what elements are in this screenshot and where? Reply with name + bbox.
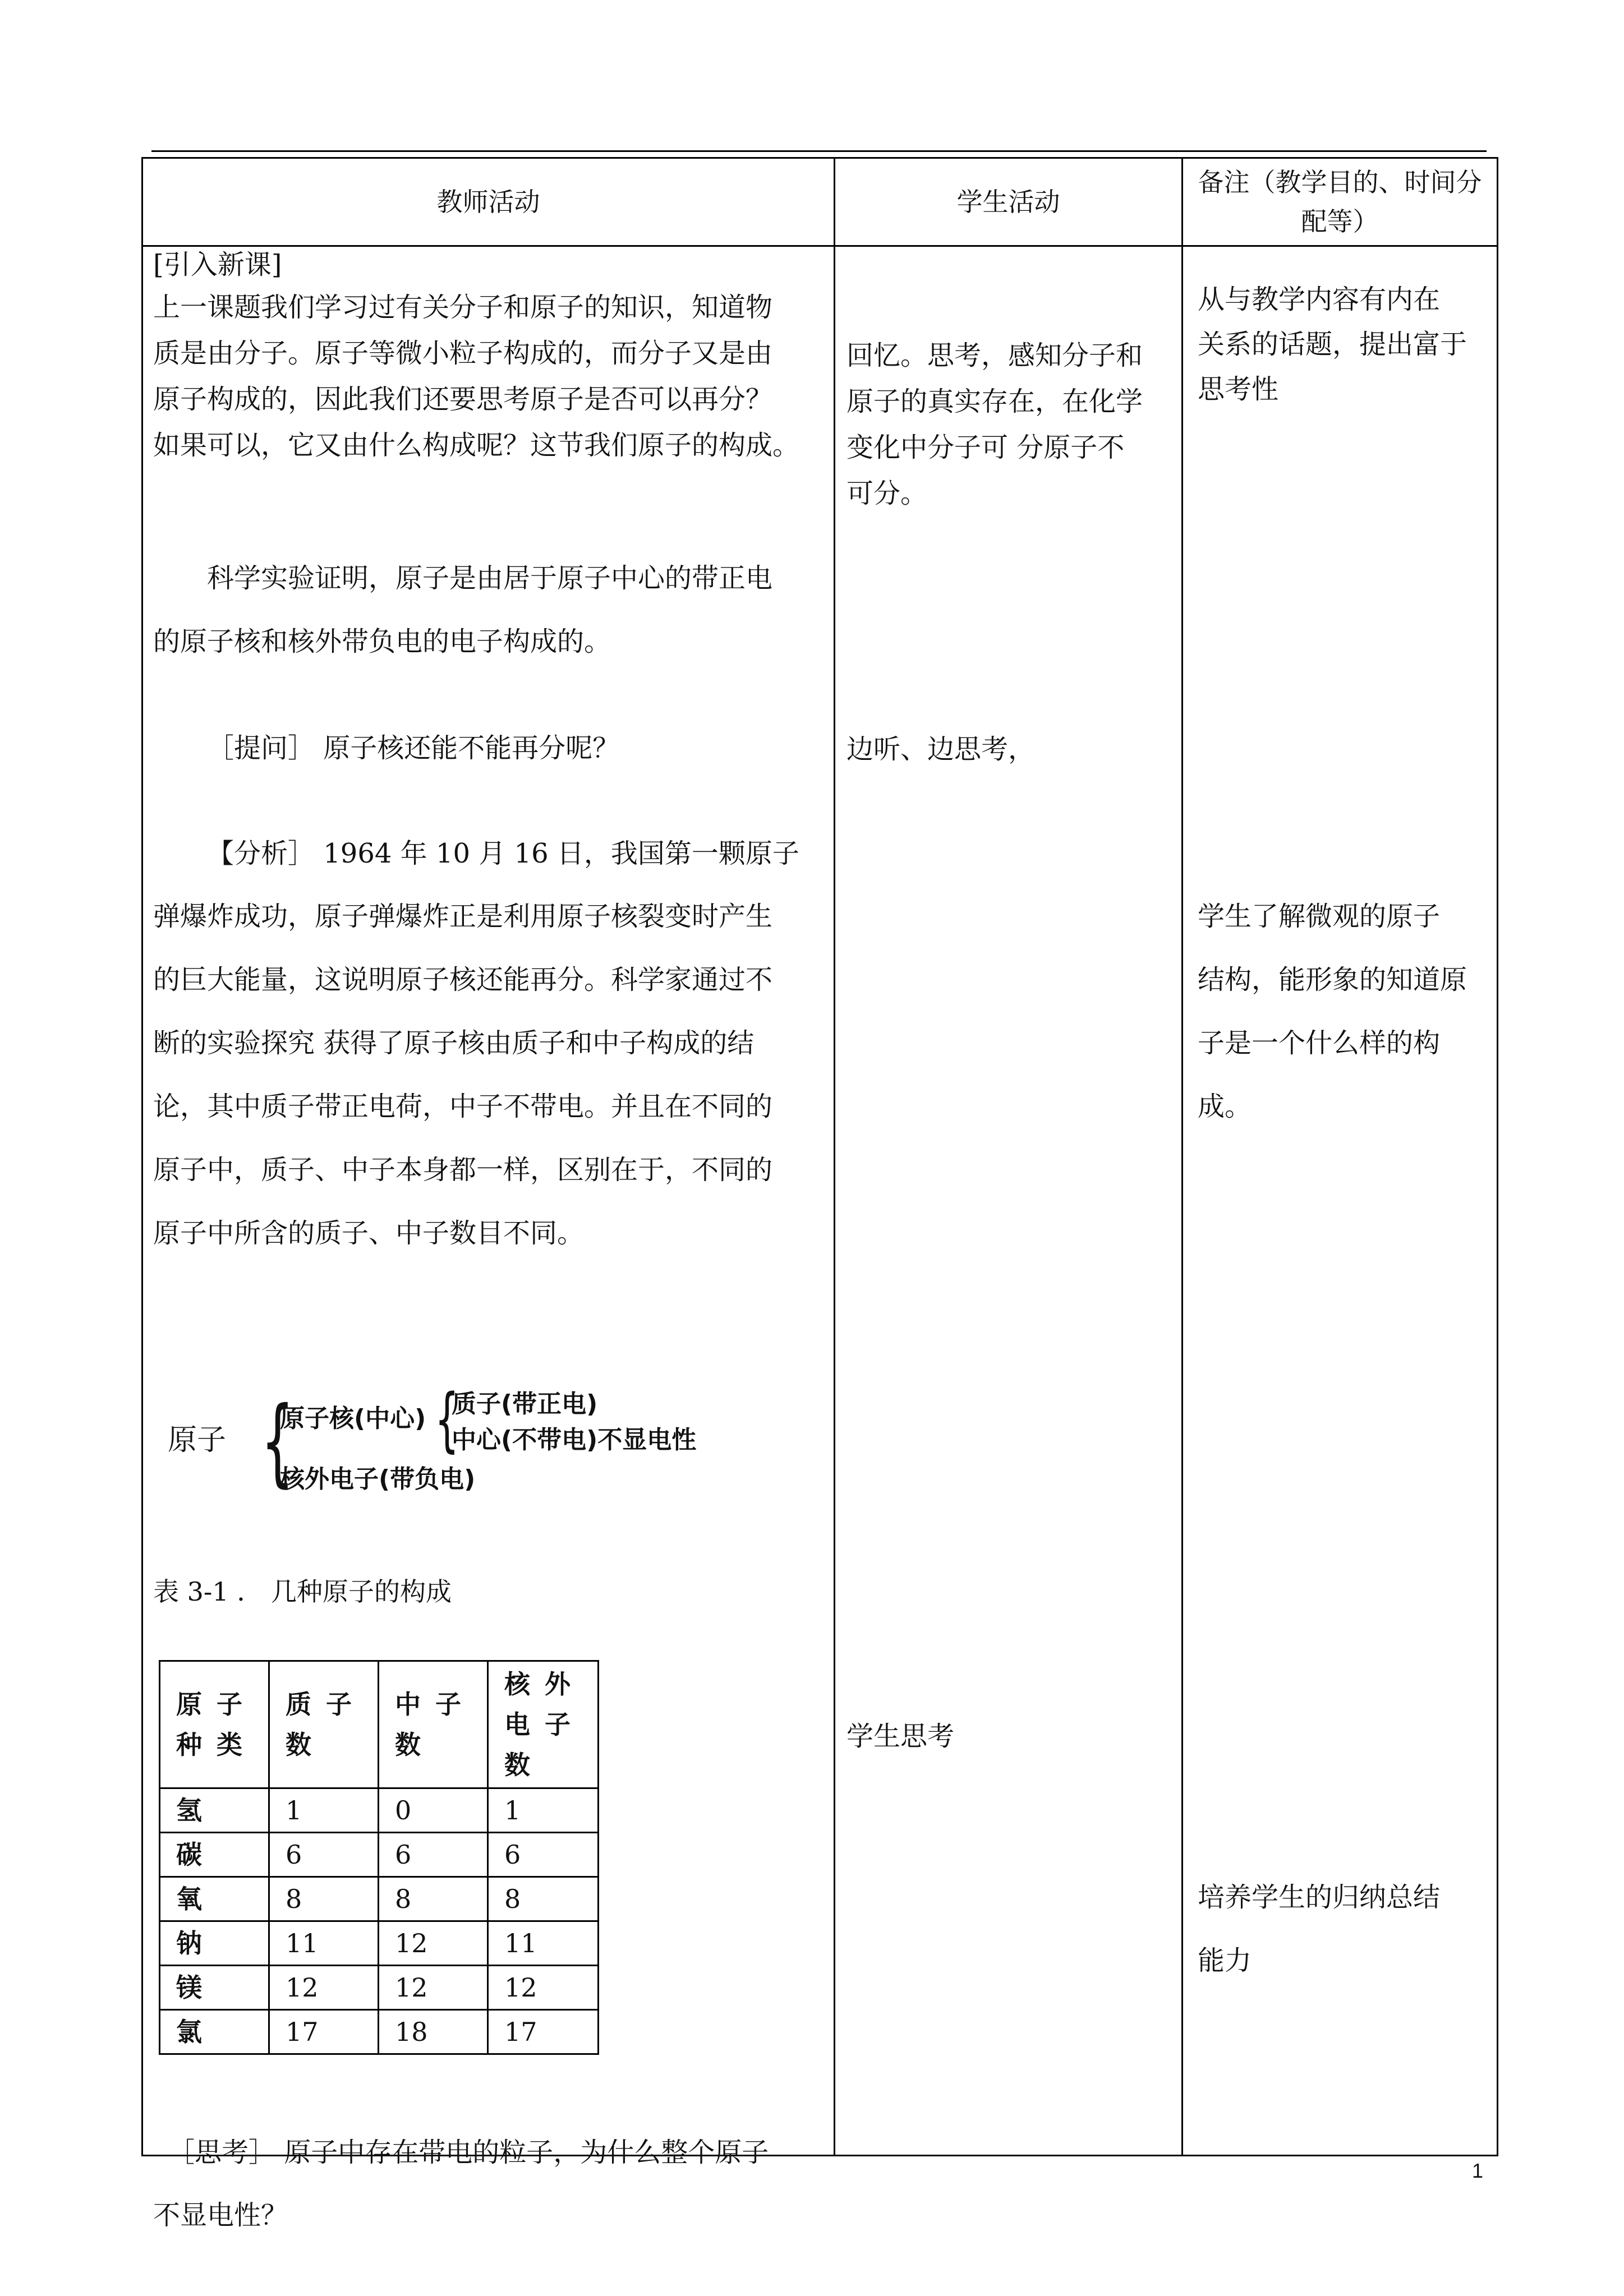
note-line: 思考性 <box>1198 374 1279 405</box>
analysis-line: 原子中，质子、中子本身都一样，区别在于，不同的 <box>153 1154 773 1186</box>
student-column <box>835 246 1183 2156</box>
outer-brace-icon: { <box>261 1386 295 1497</box>
analysis-line: 断的实验探究 获得了原子核由质子和中子构成的结 <box>153 1027 755 1059</box>
intro-line: 如果可以，它又由什么构成呢？这节我们原子的构成。 <box>153 430 800 461</box>
value-cell: 8 <box>379 1877 488 1921</box>
intro-line: 原子构成的，因此我们还要思考原子是否可以再分？ <box>153 384 773 415</box>
value-cell: 18 <box>379 2010 488 2054</box>
intro-heading: [引入新课] <box>153 249 282 280</box>
neutron-label: 中心(不带电)不显电性 <box>452 1426 697 1454</box>
value-cell: 17 <box>269 2010 379 2054</box>
analysis-line: 弹爆炸成功，原子弹爆炸正是利用原子核裂变时产生 <box>153 901 773 932</box>
lesson-plan-table <box>141 157 1498 2231</box>
value-cell: 1 <box>269 1788 379 1833</box>
note-line: 关系的话题，提出富于 <box>1198 329 1467 360</box>
note-column <box>1183 246 1498 2156</box>
analysis-line: 论，其中质子带正电荷，中子不带电。并且在不同的 <box>153 1091 773 1122</box>
recall-line: 变化中分子可 分原子不 <box>846 432 1125 463</box>
note-line: 培养学生的归纳总结 <box>1198 1882 1441 1913</box>
table-row <box>160 1966 599 2010</box>
table-header-row <box>160 1661 599 1788</box>
element-cell: 碳 <box>160 1833 269 1877</box>
table-row <box>160 2010 599 2054</box>
recall-line: 原子的真实存在，在化学 <box>846 386 1143 417</box>
note-line: 从与教学内容有内在 <box>1198 284 1441 315</box>
header-note <box>1183 158 1498 246</box>
value-cell: 1 <box>488 1788 599 1833</box>
experiment-line: 的原子核和核外带负电的电子构成的。 <box>153 626 611 657</box>
teacher-column <box>142 246 835 2231</box>
value-cell: 12 <box>379 1921 488 1966</box>
header-student-label: 学生活动 <box>956 187 1060 217</box>
top-rule <box>151 150 1487 152</box>
value-cell: 11 <box>488 1921 599 1966</box>
atom-label: 原子 <box>168 1423 227 1457</box>
table-header-cell: 中子数 <box>379 1661 488 1788</box>
nucleus-label: 原子核(中心) <box>280 1404 426 1433</box>
analysis-line: 原子中所含的质子、中子数目不同。 <box>153 1218 585 1249</box>
value-cell: 12 <box>379 1966 488 2010</box>
value-cell: 6 <box>488 1833 599 1877</box>
header-student <box>835 158 1183 246</box>
value-cell: 12 <box>488 1966 599 2010</box>
atom-composition-table <box>159 1660 599 2055</box>
think-line: ［思考］ 原子中存在带电的粒子，为什么整个原子 <box>168 2137 769 2168</box>
table-row <box>160 1877 599 1921</box>
question-text: ［提问］ 原子核还能不能再分呢？ <box>207 732 620 764</box>
table-header-cell: 核外电子数 <box>488 1661 599 1788</box>
value-cell: 0 <box>379 1788 488 1833</box>
analysis-line: 【分析］ 1964 年 10 月 16 日，我国第一颗原子 <box>207 838 799 869</box>
recall-line: 回忆。思考，感知分子和 <box>846 340 1143 371</box>
intro-line: 上一课题我们学习过有关分子和原子的知识，知道物 <box>153 292 773 323</box>
electron-label: 核外电子(带负电) <box>280 1465 476 1493</box>
note-line: 子是一个什么样的构 <box>1198 1027 1441 1059</box>
inner-brace-icon: { <box>435 1380 459 1460</box>
table-header-cell: 原子种类 <box>160 1661 269 1788</box>
table-row <box>160 1833 599 1877</box>
element-cell: 镁 <box>160 1966 269 2010</box>
note-line: 成。 <box>1198 1091 1252 1122</box>
value-cell: 6 <box>269 1833 379 1877</box>
note-line: 结构，能形象的知道原 <box>1198 964 1467 995</box>
header-teacher-label: 教师活动 <box>436 187 540 217</box>
experiment-line: 科学实验证明，原子是由居于原子中心的带正电 <box>207 563 773 594</box>
proton-label: 质子(带正电) <box>452 1390 598 1418</box>
value-cell: 6 <box>379 1833 488 1877</box>
element-cell: 钠 <box>160 1921 269 1966</box>
think-line: 不显电性？ <box>153 2200 288 2231</box>
element-cell: 氯 <box>160 2010 269 2054</box>
page-number: 1 <box>1472 2159 1484 2182</box>
intro-line: 质是由分子。原子等微小粒子构成的，而分子又是由 <box>153 338 773 369</box>
element-cell: 氧 <box>160 1877 269 1921</box>
value-cell: 12 <box>269 1966 379 2010</box>
value-cell: 8 <box>488 1877 599 1921</box>
table-caption: 表 3-1 ． 几种原子的构成 <box>153 1576 452 1607</box>
analysis-line: 的巨大能量，这说明原子核还能再分。科学家通过不 <box>153 964 773 995</box>
value-cell: 17 <box>488 2010 599 2054</box>
table-row <box>160 1788 599 1833</box>
value-cell: 8 <box>269 1877 379 1921</box>
element-cell: 氢 <box>160 1788 269 1833</box>
note-line: 能力 <box>1198 1945 1252 1976</box>
header-note-label: 备注（教学目的、时间分配等） <box>1198 167 1482 237</box>
table-header-cell: 质子数 <box>269 1661 379 1788</box>
listen-text: 边听、边思考， <box>846 734 1036 765</box>
note-line: 学生了解微观的原子 <box>1198 901 1441 932</box>
header-teacher <box>142 158 835 246</box>
value-cell: 11 <box>269 1921 379 1966</box>
table-row <box>160 1921 599 1966</box>
student-think-text: 学生思考 <box>846 1721 955 1752</box>
recall-line: 可分。 <box>846 478 928 509</box>
